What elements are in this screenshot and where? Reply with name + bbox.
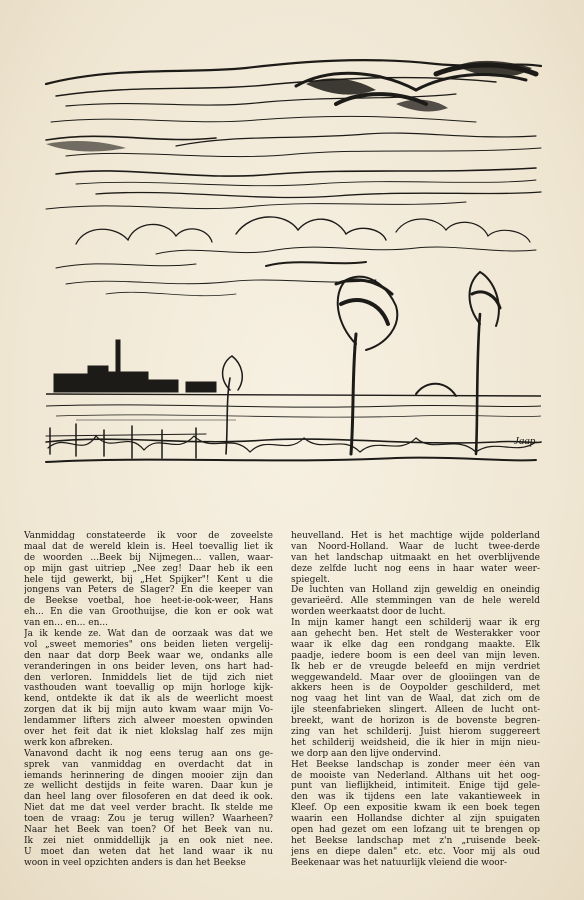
text-line: paadje, iedere boom is een deel van mijn leven.	[291, 650, 540, 661]
text-line: punt van lieflijkheid, intimiteit. Enige tijd gele-	[291, 781, 540, 792]
text-line: deze zelfde lucht nog eens in haar water weer-	[291, 563, 540, 574]
text-line: aan gehecht ben. Het stelt de Westerakker voor	[291, 629, 540, 640]
text-line: spiegelt.	[291, 574, 331, 585]
text-line: In mijn kamer hangt een schilderij waar ik erg	[291, 618, 540, 629]
illustration-signature: Jaap	[514, 435, 536, 447]
text-line: jens en diepe dalen" etc. etc. Voor mij als oud	[291, 846, 540, 857]
text-line: toen de vraag: Zou je terug willen? Waarheen?	[24, 814, 273, 825]
text-line: Ik heb er de vreugde beleefd en mijn verdriet	[291, 661, 540, 672]
text-line: van het landschap uitmaakt en het overblijvende	[291, 552, 540, 563]
text-line: hele tijd gewerkt, bij „Het Spijker"! Kent u die	[24, 574, 273, 585]
text-line: waar ik elke dag een rondgang maakte. Elk	[291, 639, 540, 650]
text-line: veranderingen in ons beider leven, ons hart had-	[24, 661, 273, 672]
text-line: het schilderij weidsheid, die ik hier in mijn nieu-	[291, 737, 540, 748]
text-line: zorgen dat ik bij mijn auto kwam waar mijn Vo-	[24, 705, 273, 716]
text-line: iemands herinnering de dingen mooier zijn dan	[24, 770, 273, 781]
text-line: jongens van Peters de Slager? En die keeper van	[24, 585, 273, 596]
text-line: Kleef. Op een expositie kwam ik een boek tegen	[291, 803, 540, 814]
text-line: ijle steenfabrieken slingert. Alleen de lucht ont-	[291, 705, 540, 716]
text-line: Vanavond dacht ik nog eens terug aan ons ge-	[24, 748, 273, 759]
landscape-illustration	[36, 44, 548, 472]
text-line: worden weerkaatst door de lucht.	[291, 607, 446, 618]
text-line: U moet dan weten dat het land waar ik nu	[24, 846, 273, 857]
text-line: Beekenaar was het natuurlijk vleiend die woor-	[291, 857, 508, 868]
text-line: we dorp aan den lijve ondervind.	[291, 748, 441, 759]
text-line: vasthouden want toevallig op mijn horloge kijk-	[24, 683, 273, 694]
text-line: de mooiste van Nederland. Althans uit het oog-	[291, 770, 540, 781]
text-line: den naar dat dorp Beek waar we, ondanks alle	[24, 650, 273, 661]
text-line: lendammer lifters zich alweer moesten opwinden	[24, 716, 273, 727]
text-line: waarin een Hollandse dichter al zijn spuigaten	[291, 814, 540, 825]
text-line: de woorden ...Beek bij Nijmegen... vallen, waar-	[24, 552, 273, 563]
text-line: breekt, want de horizon is de bovenste begren-	[291, 716, 540, 727]
text-line: Naar het Beek van toen? Of het Beek van nu.	[24, 825, 273, 836]
text-column-right	[291, 531, 540, 869]
text-line: Het Beekse landschap is zonder meer één van	[291, 759, 540, 770]
text-line: heuvelland. Het is het machtige wijde polderland	[291, 531, 540, 541]
text-column-left	[24, 531, 273, 869]
text-line: sprek van vanmiddag en overdacht dat in	[24, 759, 273, 770]
text-line: werk kon afbreken.	[24, 737, 113, 748]
text-line: den verloren. Inmiddels liet de tijd zich niet	[24, 672, 273, 683]
text-line: woon in veel opzichten anders is dan het Beekse	[24, 857, 246, 868]
text-line: open had gezet om een lofzang uit te brengen op	[291, 825, 540, 836]
text-line: dan heel lang over filosoferen en dat deed ik ook.	[24, 792, 273, 803]
text-line: akkers heen is de Ooypolder geschilderd, met	[291, 683, 540, 694]
text-line: over het feit dat ik niet klokslag half zes mijn	[24, 727, 273, 738]
text-line: Ja ik kende ze. Wat dan de oorzaak was dat we	[24, 629, 273, 640]
text-line: Niet dat me dat veel verder bracht. Ik stelde me	[24, 803, 273, 814]
text-line: van Noord-Holland. Waar de lucht twee-derde	[291, 541, 540, 552]
text-line: gevarieërd. Alle stemmingen van de hele wereld	[291, 596, 540, 607]
text-line: maal dat de wereld klein is. Heel toevallig liet ik	[24, 541, 273, 552]
text-line: op mijn gast uitriep „Nee zeg! Daar heb ik een	[24, 563, 273, 574]
text-line: zing van het schilderij. Juist hierom suggereert	[291, 727, 540, 738]
text-line: het Beekse landschap met z'n „ruisende beek-	[291, 835, 540, 846]
text-line: nog vaag het lint van de Waal, dat zich om de	[291, 694, 540, 705]
text-line: de Beekse voetbal, hoe heet-ie-ook-weer, Hans	[24, 596, 273, 607]
text-line: eh... En die van Groothuijse, die kon er ook wat	[24, 607, 273, 618]
text-line: Vanmiddag constateerde ik voor de zoveelste	[24, 531, 273, 541]
landscape-drawing-icon	[36, 44, 548, 472]
text-line: ze wellicht destijds in feite waren. Daar kun je	[24, 781, 273, 792]
text-line: vol „sweet memories" ons beiden lieten vergelij-	[24, 639, 273, 650]
text-line: weggewandeld. Maar over de glooiingen van de	[291, 672, 540, 683]
text-line: van en... en... en...	[24, 618, 108, 629]
text-line: den was ik tijdens een late vakantieweek in	[291, 792, 540, 803]
text-line: kend, ontdekte ik dat ik als de weerlicht moest	[24, 694, 273, 705]
text-line: De luchten van Holland zijn geweldig en oneindig	[291, 585, 540, 596]
text-line: Ik zei niet onmiddellijk ja en ook niet nee.	[24, 835, 273, 846]
